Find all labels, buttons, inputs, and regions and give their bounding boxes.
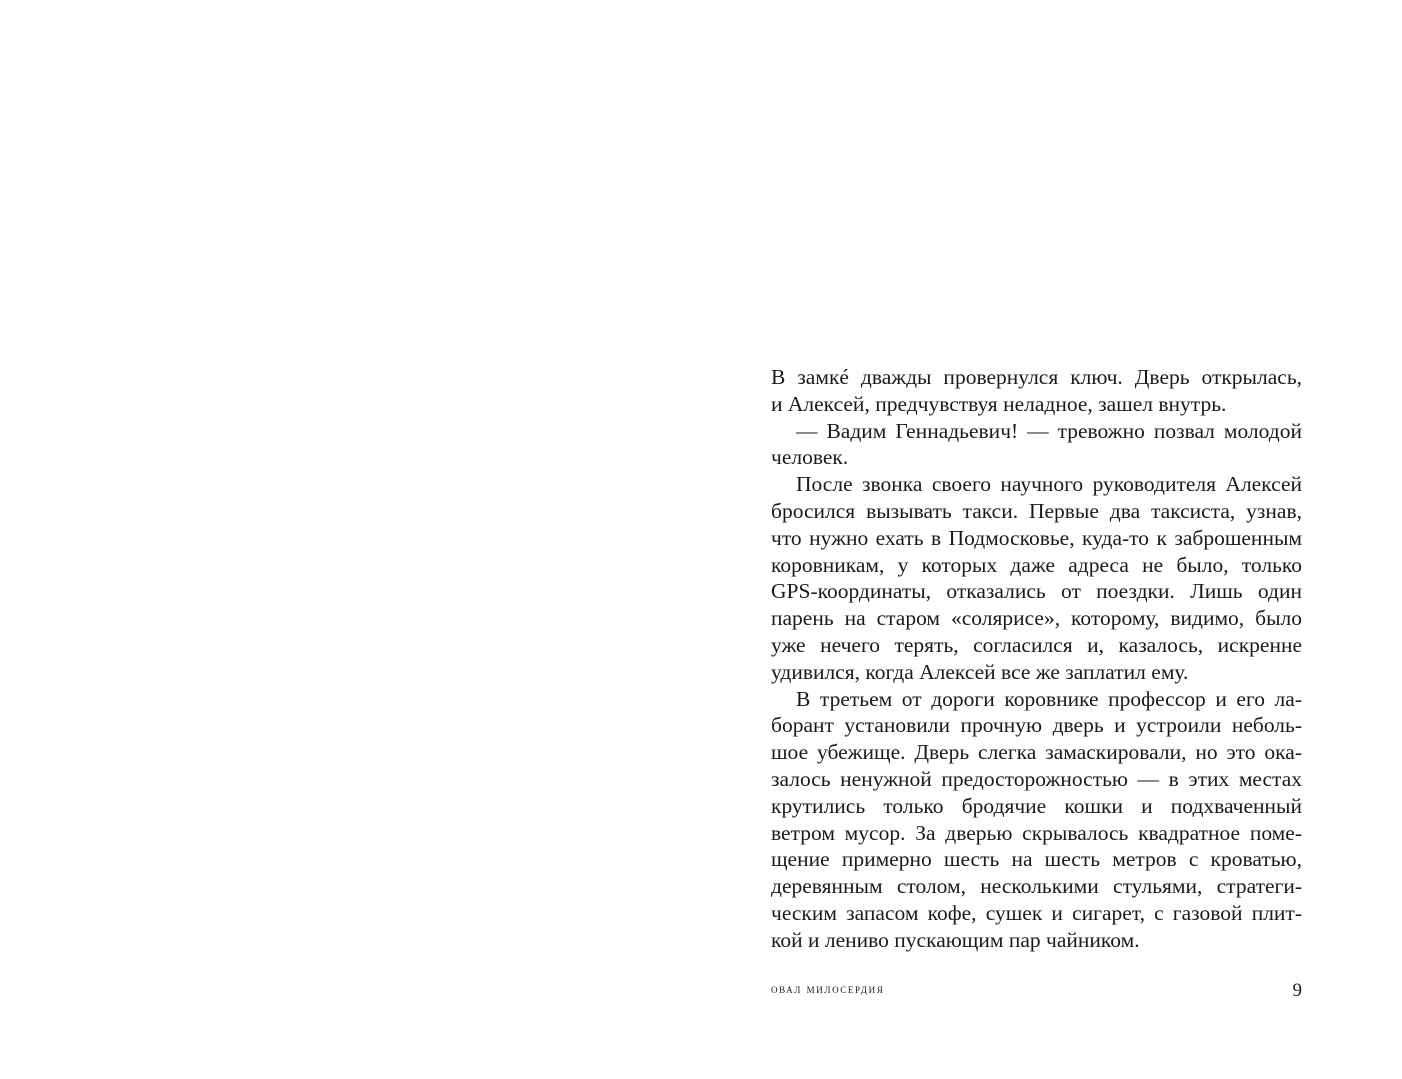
text-line: коровникам, у которых даже адреса не было, только: [771, 552, 1302, 577]
text-line: GPS-координаты, отказались от поездки. Лишь один: [771, 579, 1302, 604]
page-number: 9: [1292, 980, 1302, 1001]
text-line: борант установили прочную дверь и устроили неболь-: [771, 713, 1302, 738]
body-text: [771, 364, 1302, 954]
text-line: залось ненужной предосторожностью — в этих местах: [771, 766, 1302, 791]
text-line: — Вадим Геннадьевич! — тревожно позвал молодой: [796, 418, 1302, 443]
text-line: В третьем от дороги коровнике профессор и его ла-: [796, 686, 1302, 711]
text-line: человек.: [771, 445, 849, 470]
running-title: овал милосердия: [771, 982, 885, 996]
text-line: щение примерно шесть на шесть метров с кроватью,: [771, 847, 1302, 872]
text-line: что нужно ехать в Подмосковье, куда-то к заброшенным: [771, 525, 1302, 550]
right-page: [701, 0, 1402, 1079]
text-line: ветром мусор. За дверью скрывалось квадратное поме-: [771, 820, 1302, 845]
text-line: ческим запасом кофе, сушек и сигарет, с газовой плит-: [771, 900, 1302, 925]
running-footer: [771, 980, 1302, 1002]
text-line: кой и лениво пускающим пар чайником.: [771, 927, 1140, 952]
text-line: шое убежище. Дверь слегка замаскировали, но это ока-: [771, 740, 1302, 765]
text-line: парень на старом «солярисе», которому, видимо, было: [771, 606, 1302, 631]
text-line: бросился вызывать такси. Первые два таксиста, узнав,: [771, 498, 1302, 523]
text-line: и Алексей, предчувствуя неладное, зашел внутрь.: [771, 391, 1227, 416]
text-line: удивился, когда Алексей все же заплатил ему.: [771, 659, 1189, 684]
text-line: крутились только бродячие кошки и подхваченный: [771, 793, 1302, 818]
text-line: После звонка своего научного руководителя Алексей: [796, 472, 1302, 497]
text-line: В замкé дважды провернулся ключ. Дверь открылась,: [771, 365, 1302, 389]
text-line: деревянным столом, несколькими стульями, стратеги-: [771, 874, 1302, 899]
text-line: уже нечего терять, согласился и, казалось, искренне: [771, 632, 1302, 657]
